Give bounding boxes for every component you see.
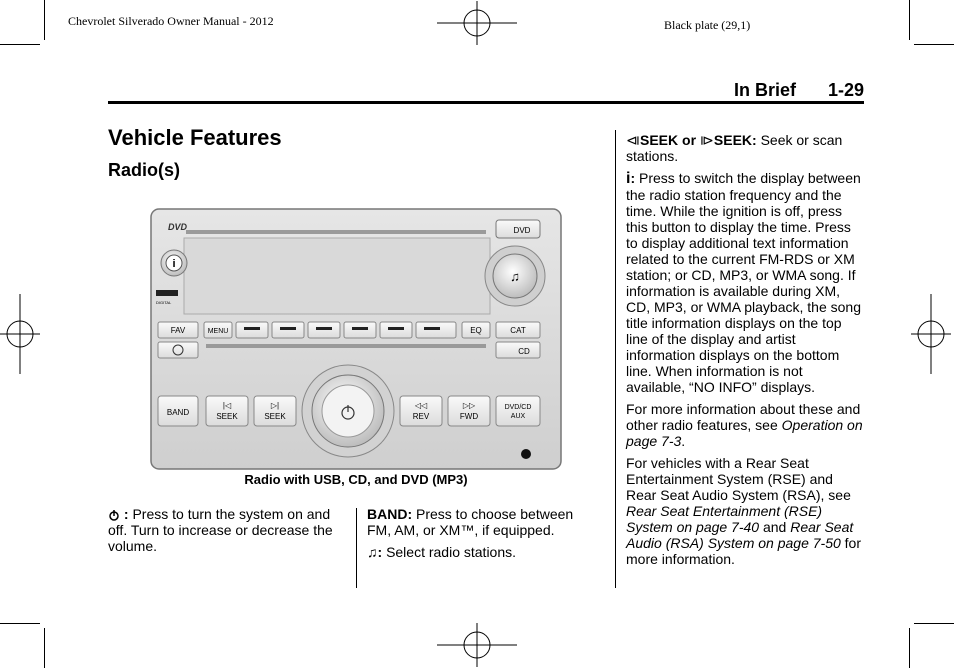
crop-mark bbox=[914, 623, 954, 624]
band-label: BAND: bbox=[367, 506, 413, 522]
seek-label-b: SEEK: bbox=[713, 132, 757, 148]
crop-mark bbox=[44, 0, 45, 40]
svg-text:DVD: DVD bbox=[168, 222, 188, 232]
power-description bbox=[108, 506, 336, 560]
power-icon bbox=[108, 509, 120, 521]
registration-mark-right bbox=[911, 294, 951, 374]
registration-mark-top bbox=[437, 1, 517, 45]
registration-mark-bottom bbox=[437, 623, 517, 667]
seek-fwd-icon: ⧐ bbox=[699, 132, 714, 148]
figure-caption: Radio with USB, CD, and DVD (MP3) bbox=[244, 472, 468, 487]
seek-text: Seek or scan stations. bbox=[626, 132, 843, 164]
info-text: Press to switch the display between the radio station frequency and the time. While the ignition is off, press this button to display the time. Press to display additional text information related to the current FM-RDS or XM station; or CD, MP3, or WMA song. If information is available during XM, CD, MP3, or WMA playback, the song title information displays on the top line of the display and artist information displays on the bottom line. When information is not available, “NO INFO” displays. bbox=[626, 170, 861, 395]
eq-button-label: EQ bbox=[470, 326, 482, 335]
tune-label: : bbox=[377, 544, 383, 560]
rse-end: for more information. bbox=[626, 535, 862, 567]
column-divider bbox=[615, 130, 616, 588]
crop-mark bbox=[0, 44, 40, 45]
seek-label-a: SEEK or bbox=[640, 132, 697, 148]
cat-button-label: CAT bbox=[510, 326, 526, 335]
radio-illustration bbox=[150, 208, 562, 470]
fav-button-label: FAV bbox=[170, 326, 186, 335]
crop-mark bbox=[909, 0, 910, 40]
dvd-eject-button: DVD bbox=[513, 226, 531, 235]
section-header bbox=[108, 80, 864, 102]
manual-title: Chevrolet Silverado Owner Manual - 2012 bbox=[68, 14, 274, 28]
right-column bbox=[626, 132, 864, 573]
operation-link[interactable]: Operation on page 7-3 bbox=[626, 417, 863, 449]
more-info-text: For more information about these and other radio features, see bbox=[626, 401, 861, 433]
crop-mark bbox=[0, 623, 40, 624]
svg-text:◁◁: ◁◁ bbox=[414, 401, 428, 410]
seek-fwd-button-label: SEEK bbox=[264, 412, 286, 421]
rse-text: For vehicles with a Rear Seat Entertainment System (RSE) and Rear Seat Audio System (RSA), see bbox=[626, 455, 851, 503]
svg-text:i: i bbox=[172, 258, 176, 270]
tune-text: Select radio stations. bbox=[386, 544, 517, 560]
svg-text:♫: ♫ bbox=[510, 269, 520, 284]
page-number: 1-29 bbox=[827, 80, 864, 100]
page-title: Vehicle Features bbox=[108, 125, 282, 150]
menu-button-label: MENU bbox=[207, 328, 229, 335]
seek-back-icon: ⧏ bbox=[626, 132, 640, 148]
rsa-link[interactable]: Rear Seat Audio (RSA) System on page 7-50 bbox=[626, 519, 854, 551]
info-icon: i bbox=[626, 170, 631, 187]
power-label: : bbox=[123, 506, 129, 522]
rse-and: and bbox=[762, 519, 787, 535]
svg-text:AUX: AUX bbox=[510, 413, 526, 420]
svg-text:|◁: |◁ bbox=[222, 401, 232, 410]
section-rule bbox=[108, 101, 864, 104]
dvdcd-aux-button-label: DVD/CD bbox=[504, 404, 532, 411]
fwd-button-label: FWD bbox=[459, 412, 479, 421]
crop-mark bbox=[44, 628, 45, 668]
band-button-label: BAND bbox=[166, 408, 190, 417]
crop-mark bbox=[909, 628, 910, 668]
seek-back-button-label: SEEK bbox=[216, 412, 238, 421]
svg-text:▷|: ▷| bbox=[270, 401, 280, 410]
plate-label: Black plate (29,1) bbox=[664, 18, 751, 32]
section-name: In Brief bbox=[733, 80, 796, 100]
svg-text:▷▷: ▷▷ bbox=[462, 401, 476, 410]
band-text: Press to choose between FM, AM, or XM™, if equipped. bbox=[367, 506, 574, 538]
music-note-icon: ♫ bbox=[367, 544, 378, 560]
power-text: Press to turn the system on and off. Turn to increase or decrease the volume. bbox=[108, 506, 333, 554]
info-label: : bbox=[630, 170, 636, 186]
crop-mark bbox=[914, 44, 954, 45]
band-tune-description bbox=[367, 506, 593, 566]
svg-text:DIGITAL: DIGITAL bbox=[156, 300, 172, 305]
more-info-end: . bbox=[681, 433, 686, 449]
registration-mark-left bbox=[0, 294, 40, 374]
rev-button-label: REV bbox=[412, 412, 430, 421]
rse-link[interactable]: Rear Seat Entertainment (RSE) System on page 7-40 bbox=[626, 503, 823, 535]
cd-eject-button: CD bbox=[518, 347, 530, 356]
column-divider bbox=[356, 508, 357, 588]
section-subtitle: Radio(s) bbox=[108, 160, 180, 180]
